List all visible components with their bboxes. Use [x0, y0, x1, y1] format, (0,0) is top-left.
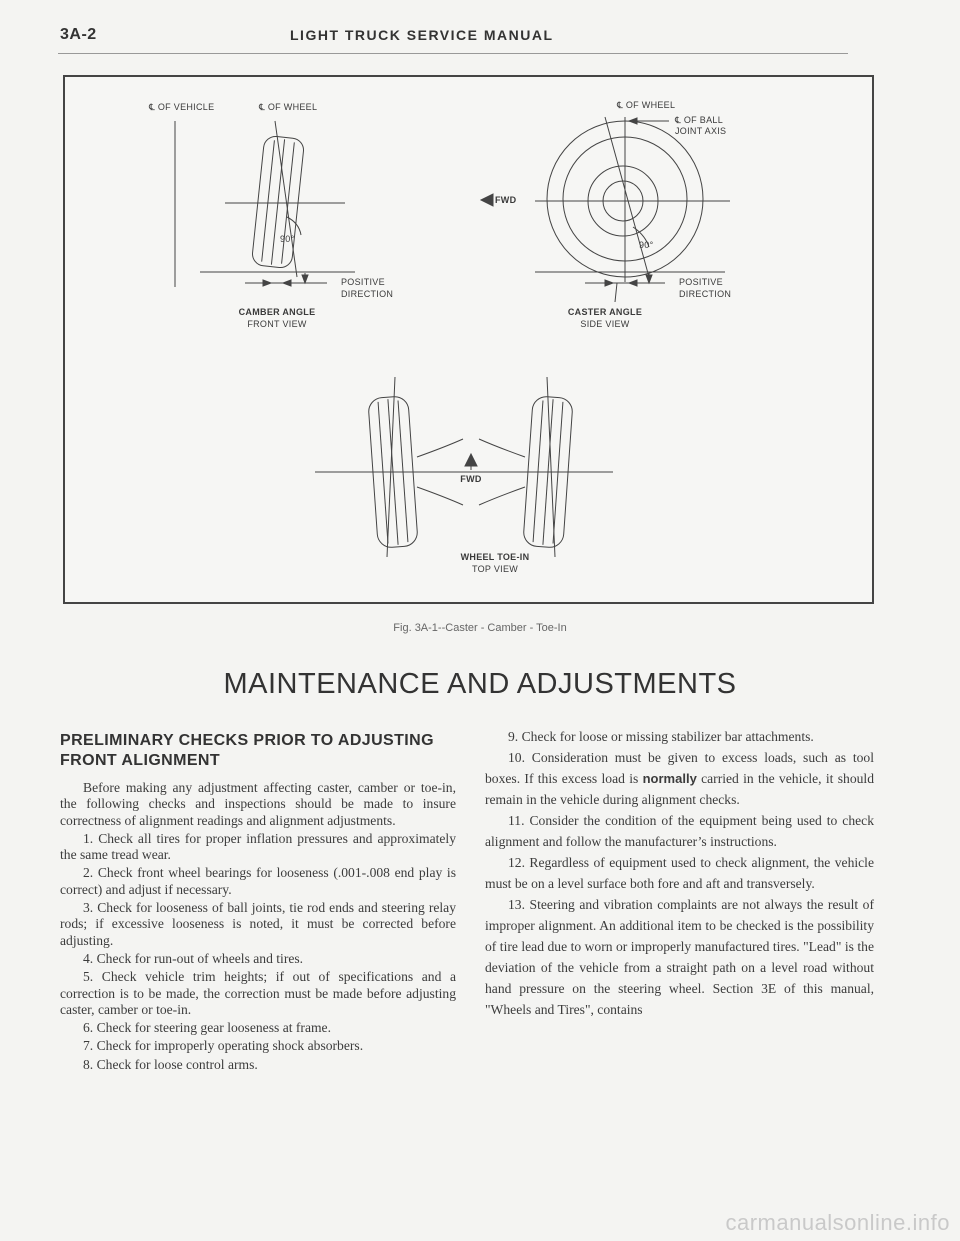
watermark: carmanualsonline.info	[725, 1210, 950, 1235]
page-number: 3A-2	[60, 26, 97, 43]
caster-title: CASTER ANGLE	[567, 307, 643, 317]
toe-view: TOP VIEW	[471, 564, 519, 574]
check-item-9: 9. Check for loose or missing stabilizer bar attachments.	[508, 729, 814, 744]
check-item-6: 6. Check for steering gear looseness at frame.	[83, 1020, 331, 1036]
toe-fwd-label: FWD	[460, 474, 482, 484]
section-title: MAINTENANCE AND ADJUSTMENTS	[223, 668, 737, 700]
alignment-diagram	[65, 77, 876, 606]
caster-positive-label: POSITIVE	[679, 277, 723, 287]
check-item-7: 7. Check for improperly operating shock absorbers.	[83, 1038, 364, 1054]
left-column	[60, 780, 456, 1073]
emphasis-normally: normally	[642, 771, 697, 786]
ball-joint-label-1: ℄ OF BALL	[675, 115, 723, 125]
check-item-2: 2. Check front wheel bearings for looseness (.001-.008 end play is correct) and adjust if necessary.	[60, 865, 456, 897]
check-item-13: 13. Steering and vibration complaints are not always the result of improper alignment. An additional item to be checked is the possibility of tire lead due to worn or improperly manufactured tires. "Lead" is the deviation of the vehicle from a straight path on a level road without hand pressure on the steering wheel. Section 3E of this manual, "Wheels and Tires", contains	[485, 897, 874, 1017]
camber-view: FRONT VIEW	[247, 319, 307, 329]
check-item-10: 10. Consideration must be given to excess loads, such as tool boxes. If this excess load is normally carried in the vehicle, it should remain in the vehicle during alignment checks.	[485, 750, 875, 807]
right-column	[485, 726, 874, 1020]
check-item-12: 12. Regardless of equipment used to check alignment, the vehicle must be on a level surface both fore and aft and transversely.	[485, 855, 874, 891]
camber-wheel-centerline-label: ℄ OF WHEEL	[259, 102, 318, 112]
subsection-title: PRELIMINARY CHECKS PRIOR TO ADJUSTING FRONT ALIGNMENT	[60, 732, 434, 769]
check-item-1: 1. Check all tires for proper inflation pressures and approximately the same tread wear.	[60, 830, 456, 863]
check-item-4: 4. Check for run-out of wheels and tires.	[83, 950, 304, 966]
header-rule	[58, 53, 848, 54]
caster-wheel-centerline-label: ℄ OF WHEEL	[617, 100, 676, 110]
camber-angle-label: 90°	[280, 234, 295, 244]
check-item-5: 5. Check vehicle trim heights; if out of specifications and a correction is to be made, the correction must be made before adjusting caster, camber or toe-in.	[60, 969, 456, 1017]
caster-fwd-label: FWD	[495, 195, 517, 205]
check-item-3: 3. Check for looseness of ball joints, tie rod ends and steering relay rods; if excessive looseness is noted, it must be corrected before adjusting.	[60, 900, 456, 948]
running-title: LIGHT TRUCK SERVICE MANUAL	[290, 27, 554, 43]
caster-angle-label: 90°	[639, 240, 654, 250]
ball-joint-label-2: JOINT AXIS	[675, 126, 727, 136]
camber-title: CAMBER ANGLE	[238, 307, 316, 317]
toe-title: WHEEL TOE-IN	[460, 552, 530, 562]
check-item-8: 8. Check for loose control arms.	[83, 1056, 258, 1072]
caster-view: SIDE VIEW	[580, 319, 630, 329]
camber-positive-label: POSITIVE	[341, 277, 385, 287]
alignment-figure	[63, 75, 874, 604]
camber-tire	[251, 135, 304, 268]
caster-direction-label: DIRECTION	[679, 289, 732, 299]
intro-paragraph: Before making any adjustment affecting caster, camber or toe-in, the following checks and inspections should be made to insure correctness of alignment readings and alignment adjustments.	[60, 780, 456, 828]
check-item-11: 11. Consider the condition of the equipment being used to check alignment and follow the manufacturer’s instructions.	[485, 813, 874, 849]
camber-direction-label: DIRECTION	[341, 289, 394, 299]
figure-caption: Fig. 3A-1--Caster - Camber - Toe-In	[393, 622, 567, 634]
vehicle-centerline-label: ℄ OF VEHICLE	[149, 102, 215, 112]
